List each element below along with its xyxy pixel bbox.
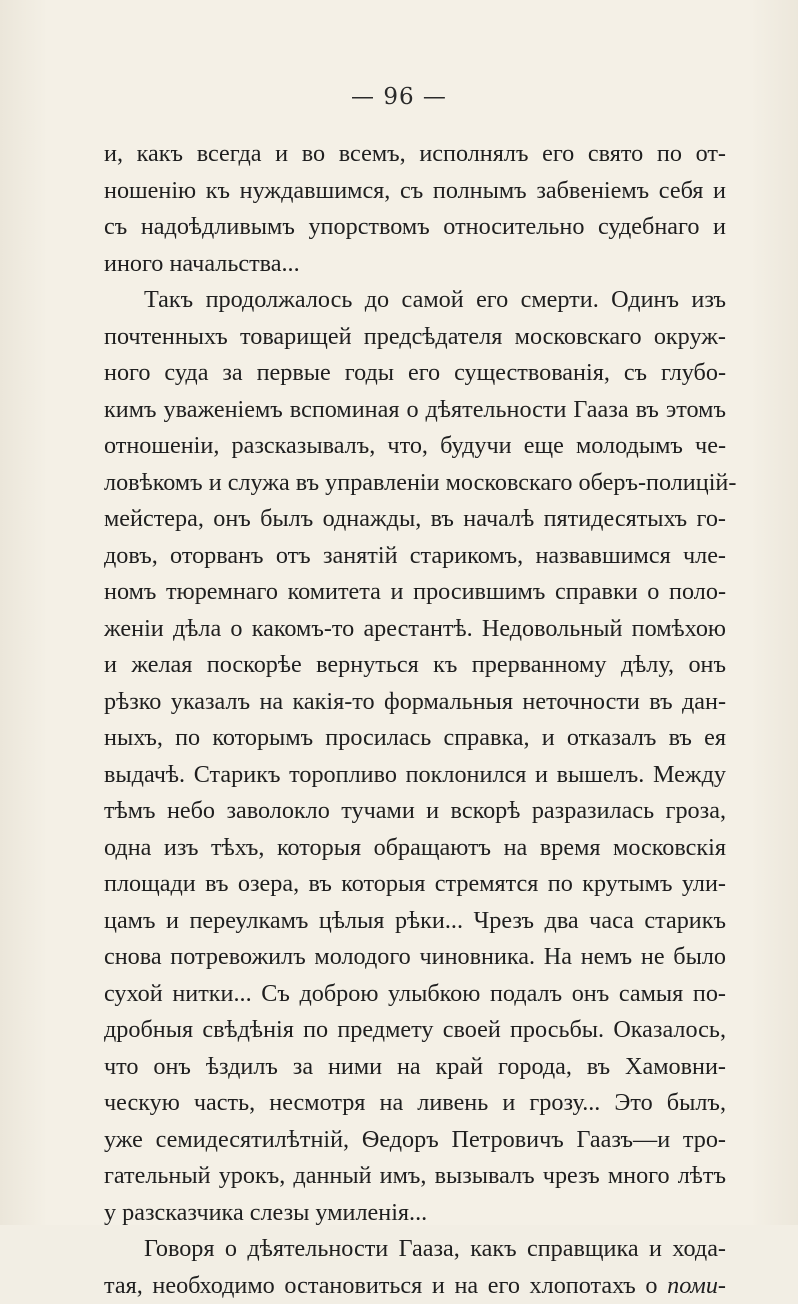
text-line: ношенію къ нуждавшимся, съ полнымъ забвеніемъ себя и bbox=[104, 173, 726, 210]
text-line: выдачѣ. Старикъ торопливо поклонился и вышелъ. Между bbox=[104, 757, 726, 794]
text-line: что онъ ѣздилъ за ними на край города, въ Хамовни- bbox=[104, 1049, 726, 1086]
text-line: ныхъ, по которымъ просилась справка, и отказалъ въ ея bbox=[104, 720, 726, 757]
text-line: тѣмъ небо заволокло тучами и вскорѣ разразилась гроза, bbox=[104, 793, 726, 830]
text-line: одна изъ тѣхъ, которыя обращаютъ на время московскія bbox=[104, 830, 726, 867]
text-line: у разсказчика слезы умиленія... bbox=[104, 1195, 726, 1232]
text-line: кимъ уваженіемъ вспоминая о дѣятельности Гааза въ этомъ bbox=[104, 392, 726, 429]
text-line: сухой нитки... Съ доброю улыбкою подалъ онъ самыя по- bbox=[104, 976, 726, 1013]
text-line-final bbox=[104, 1268, 726, 1304]
text-line: гательный урокъ, данный имъ, вызывалъ чрезъ много лѣтъ bbox=[104, 1158, 726, 1195]
text-line: ловѣкомъ и служа въ управленіи московскаго оберъ-полицій- bbox=[104, 465, 726, 502]
body-text bbox=[104, 136, 726, 1304]
text-line: рѣзко указалъ на какія-то формальныя неточности въ дан- bbox=[104, 684, 726, 721]
text-line: женіи дѣла о какомъ-то арестантѣ. Недовольный помѣхою bbox=[104, 611, 726, 648]
text-line: Говоря о дѣятельности Гааза, какъ справщика и хода- bbox=[104, 1231, 726, 1268]
final-line-italic: поми- bbox=[667, 1272, 726, 1299]
text-line: и, какъ всегда и во всемъ, исполнялъ его свято по от- bbox=[104, 136, 726, 173]
text-line: снова потревожилъ молодого чиновника. На немъ не было bbox=[104, 939, 726, 976]
text-line: отношеніи, разсказывалъ, что, будучи еще молодымъ че- bbox=[104, 428, 726, 465]
page-number-header: — 96 — bbox=[0, 84, 798, 110]
text-line: ного суда за первые годы его существованія, съ глубо- bbox=[104, 355, 726, 392]
text-line: уже семидесятилѣтній, Ѳедоръ Петровичъ Гаазъ—и тро- bbox=[104, 1122, 726, 1159]
text-line: мейстера, онъ былъ однажды, въ началѣ пятидесятыхъ го- bbox=[104, 501, 726, 538]
text-line: довъ, оторванъ отъ занятій старикомъ, назвавшимся чле- bbox=[104, 538, 726, 575]
text-line: съ надоѣдливымъ упорствомъ относительно судебнаго и bbox=[104, 209, 726, 246]
text-line: ческую часть, несмотря на ливень и грозу... Это былъ, bbox=[104, 1085, 726, 1122]
text-line: номъ тюремнаго комитета и просившимъ справки о поло- bbox=[104, 574, 726, 611]
text-line: иного начальства... bbox=[104, 246, 726, 283]
text-line: цамъ и переулкамъ цѣлыя рѣки... Чрезъ два часа старикъ bbox=[104, 903, 726, 940]
text-line: площади въ озера, въ которыя стремятся по крутымъ ули- bbox=[104, 866, 726, 903]
text-line: почтенныхъ товарищей предсѣдателя московскаго окруж- bbox=[104, 319, 726, 356]
text-line: Такъ продолжалось до самой его смерти. Одинъ изъ bbox=[104, 282, 726, 319]
final-line-plain: тая, необходимо остановиться и на его хлопотахъ о bbox=[104, 1272, 667, 1299]
text-line: дробныя свѣдѣнія по предмету своей просьбы. Оказалось, bbox=[104, 1012, 726, 1049]
text-line: и желая поскорѣе вернуться къ прерванному дѣлу, онъ bbox=[104, 647, 726, 684]
